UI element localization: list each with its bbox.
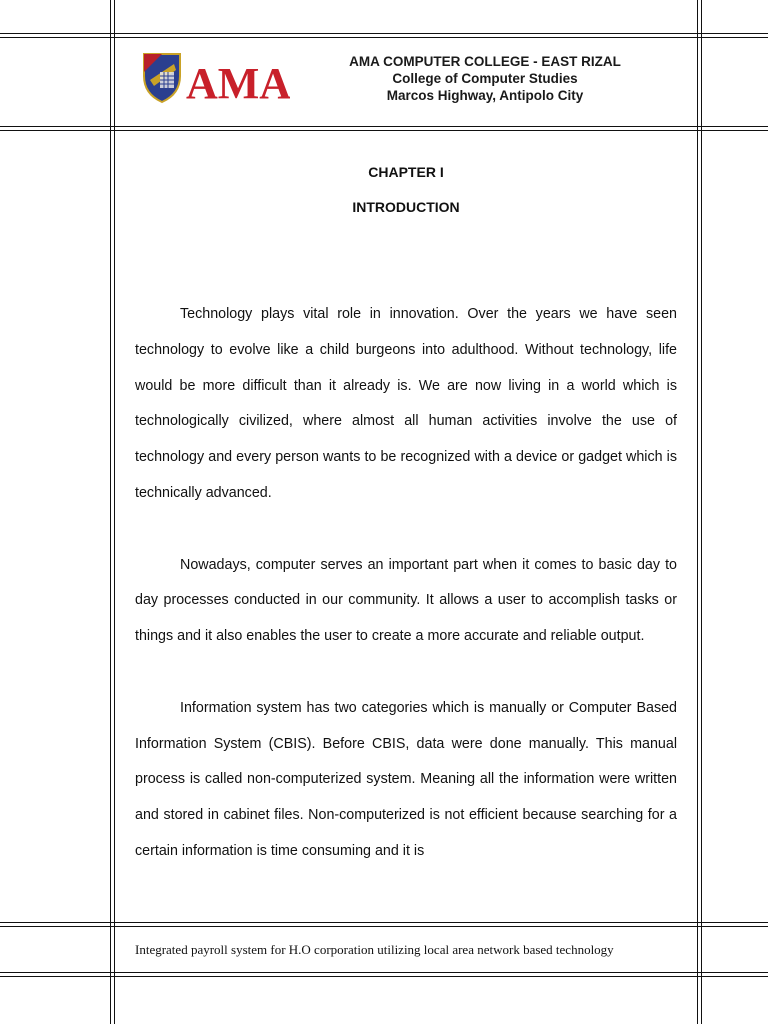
svg-text:AMA: AMA — [186, 59, 290, 106]
frame-left-line-outer — [110, 0, 111, 1024]
paragraph-3: Information system has two categories which is manually or Computer Based Information System (CBIS). Before CBIS, data were done manually. This manual process is called non-computerized system. Meaning all the information were written and stored in cabinet files. Non-computerized is not efficient because searching for a certain information is time consuming and it is — [135, 699, 677, 859]
frame-right-line-outer — [701, 0, 702, 1024]
paragraph-2: Nowadays, computer serves an important part when it comes to basic day to day processes conducted in our community. It allows a user to accomplish tasks or things and it also enables the user to create a more accurate and reliable output. — [135, 556, 677, 645]
ama-logo — [140, 50, 290, 106]
header-top-line-outer — [0, 33, 768, 34]
college-address: Marcos Highway, Antipolo City — [386, 88, 584, 103]
paragraph-1: Technology plays vital role in innovation. Over the years we have seen technology to evolve like a child burgeons into adulthood. Without technology, life would be more difficult than it already is. We are now living in a world which is technologically civilized, where almost all human activities involve the use of technology and every person wants to be recognized with a device or gadget which is technically advanced. — [135, 306, 677, 501]
page-footer: Integrated payroll system for H.O corporation utilizing local area network based technology — [135, 942, 614, 957]
footer-top-line-inner — [0, 926, 768, 927]
footer-bottom-line-outer — [0, 972, 768, 973]
ama-shield-icon — [140, 50, 290, 106]
header-bottom-line-outer — [0, 126, 768, 127]
chapter-title: CHAPTER I — [368, 164, 444, 180]
footer-bottom-line-inner — [0, 976, 768, 977]
college-header — [330, 53, 640, 104]
frame-right-line-inner — [697, 0, 698, 1024]
department-name: College of Computer Studies — [392, 71, 578, 86]
footer-top-line-outer — [0, 922, 768, 923]
college-name: AMA COMPUTER COLLEGE - EAST RIZAL — [349, 54, 621, 69]
frame-left-line-inner — [114, 0, 115, 1024]
header-bottom-line-inner — [0, 130, 768, 131]
section-title: INTRODUCTION — [352, 199, 460, 215]
body-text — [135, 297, 677, 906]
header-top-line-inner — [0, 37, 768, 38]
